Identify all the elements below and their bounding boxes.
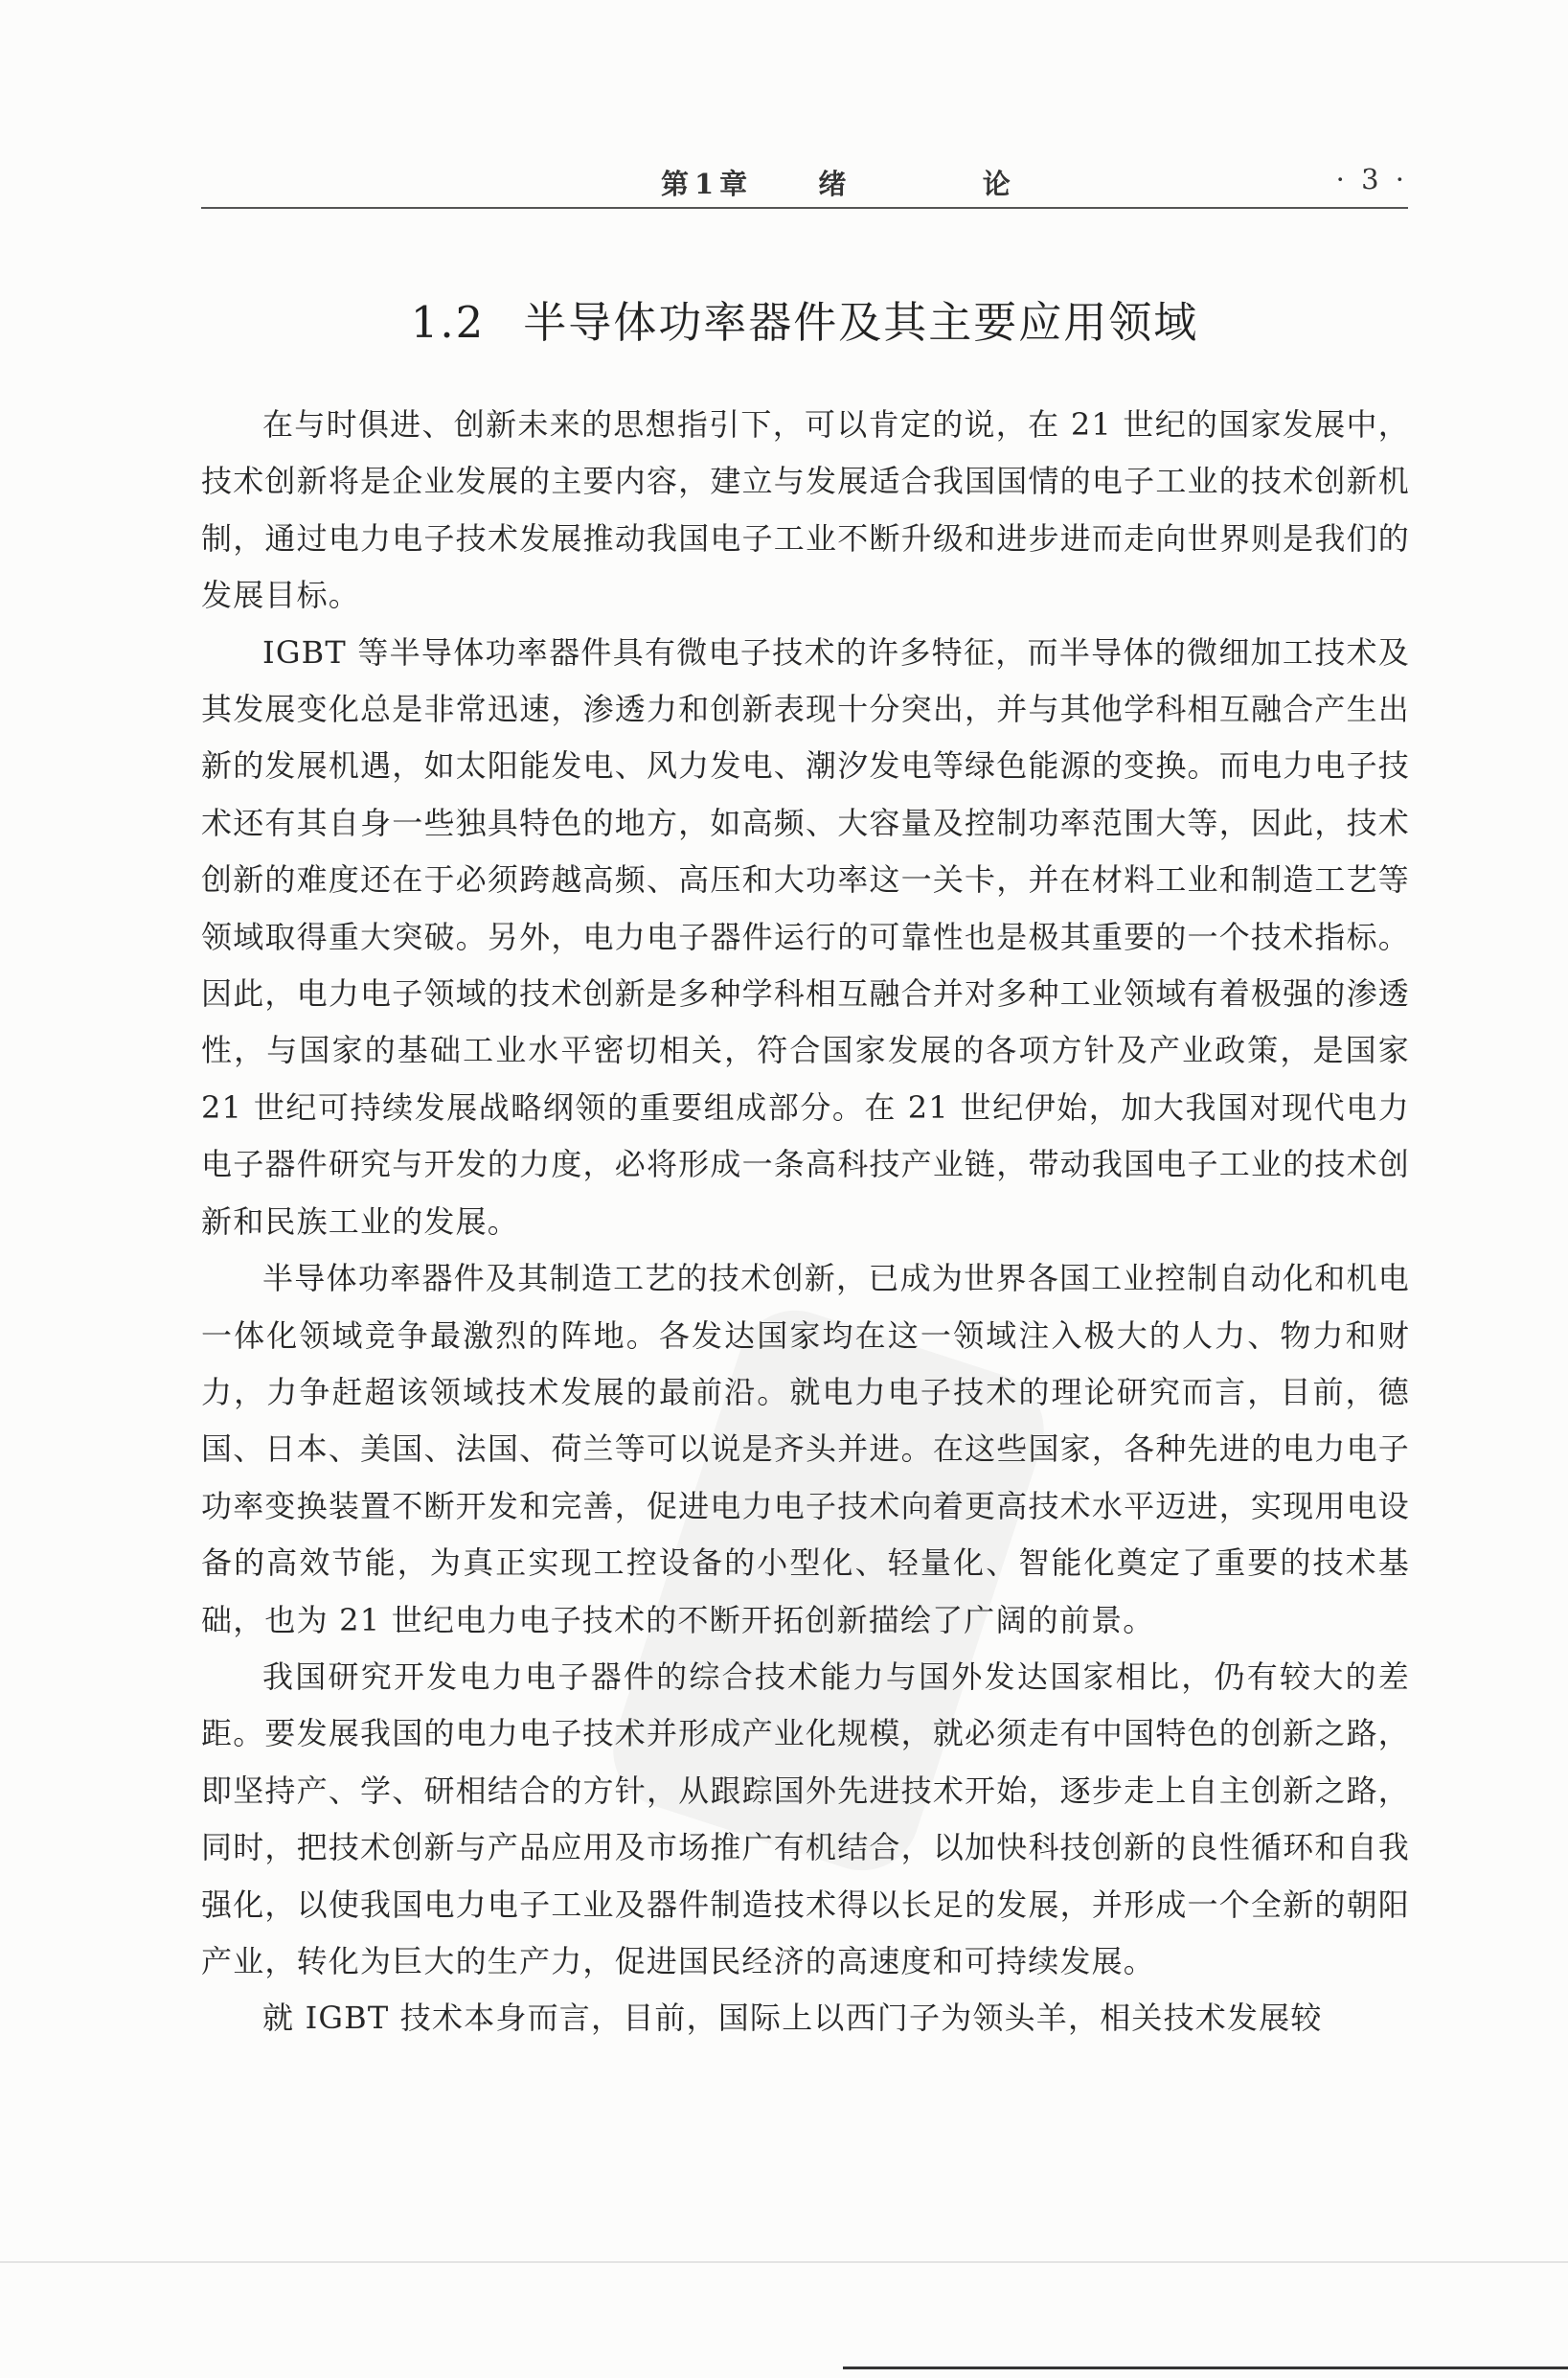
- chapter-title: 第1章 绪 论: [661, 168, 1016, 200]
- body-text: [201, 397, 1410, 2047]
- bottom-rule: [843, 2367, 1568, 2369]
- paragraph: 就 IGBT 技术本身而言，目前，国际上以西门子为领头羊，相关技术发展较: [262, 2000, 1323, 2037]
- page-number: · 3 ·: [1335, 163, 1408, 195]
- header-rule: [201, 207, 1408, 209]
- paragraph: 半导体功率器件及其制造工艺的技术创新，已成为世界各国工业控制自动化和机电一体化领域竞争最激烈的阵地。各发达国家均在这一领域注入极大的人力、物力和财力，力争赶超该领域技术发展的最前沿。就电力电子技术的理论研究而言，目前，德国、日本、美国、法国、荷兰等可以说是齐头并进。在这些国家，各种先进的电力电子功率变换装置不断开发和完善，促进电力电子技术向着更高技术水平迈进，实现用电设备的高效节能，为真正实现工控设备的小型化、轻量化、智能化奠定了重要的技术基础，也为 21 世纪电力电子技术的不断开拓创新描绘了广阔的前景。: [201, 1260, 1410, 1638]
- section-heading: [201, 287, 1408, 350]
- paragraph: 我国研究开发电力电子器件的综合技术能力与国外发达国家相比，仍有较大的差距。要发展我国的电力电子技术并形成产业化规模，就必须走有中国特色的创新之路，即坚持产、学、研相结合的方针，从跟踪国外先进技术开始，逐步走上自主创新之路，同时，把技术创新与产品应用及市场推广有机结合，以加快科技创新的良性循环和自我强化，以使我国电力电子工业及器件制造技术得以长足的发展，并形成一个全新的朝阳产业，转化为巨大的生产力，促进国民经济的高速度和可持续发展。: [201, 1658, 1410, 1979]
- paragraph: IGBT 等半导体功率器件具有微电子技术的许多特征，而半导体的微细加工技术及其发展变化总是非常迅速，渗透力和创新表现十分突出，并与其他学科相互融合产生出新的发展机遇，如太阳能发电、风力发电、潮汐发电等绿色能源的变换。而电力电子技术还有其自身一些独具特色的地方，如高频、大容量及控制功率范围大等，因此，技术创新的难度还在于必须跨越高频、高压和大功率这一关卡，并在材料工业和制造工艺等领域取得重大突破。另外，电力电子器件运行的可靠性也是极其重要的一个技术指标。因此，电力电子领域的技术创新是多种学科相互融合并对多种工业领域有着极强的渗透性，与国家的基础工业水平密切相关，符合国家发展的各项方针及产业政策，是国家 21 世纪可持续发展战略纲领的重要组成部分。在 21 世纪伊始，加大我国对现代电力电子器件研究与开发的力度，必将形成一条高科技产业链，带动我国电子工业的技术创新和民族工业的发展。: [201, 633, 1410, 1240]
- running-head: [201, 161, 1408, 205]
- section-number: 1.2: [410, 297, 486, 348]
- paragraph: 在与时俱进、创新未来的思想指引下，可以肯定的说，在 21 世纪的国家发展中，技术创新将是企业发展的主要内容，建立与发展适合我国国情的电子工业的技术创新机制，通过电力电子技术发展推动我国电子工业不断升级和进步进而走向世界则是我们的发展目标。: [201, 406, 1410, 614]
- section-title: 半导体功率器件及其主要应用领域: [523, 297, 1199, 348]
- scan-edge-shade: [0, 2261, 1568, 2263]
